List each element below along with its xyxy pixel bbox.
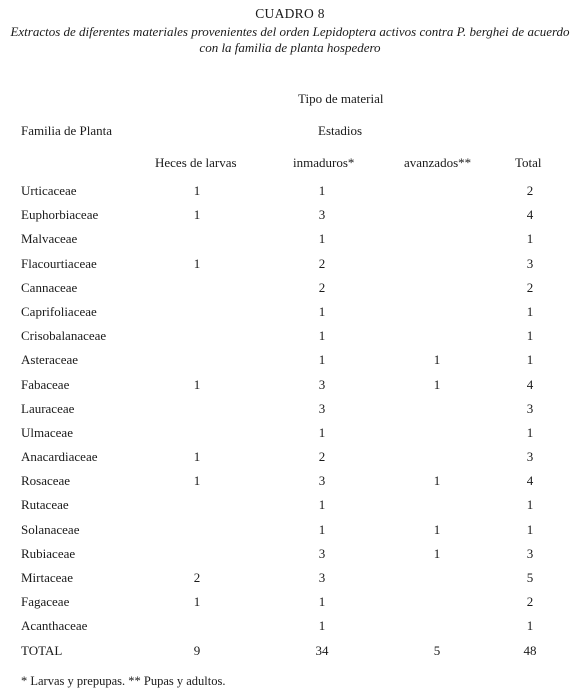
cell-total: 3: [526, 545, 534, 561]
table-row: [0, 397, 580, 421]
cell-total: 1: [526, 424, 534, 440]
cell-inmaduros: 1: [318, 183, 326, 198]
cell-familia: Fabaceae: [21, 376, 70, 392]
total-row: [0, 639, 580, 663]
cell-familia: Rutaceae: [21, 497, 69, 513]
cell-heces: 1: [193, 207, 201, 223]
table-row: [0, 614, 580, 638]
subtitle-line-2: con la familia de planta hospedero: [199, 40, 381, 55]
footnote: * Larvas y prepupas. ** Pupas y adultos.: [21, 674, 226, 688]
cell-familia: TOTAL: [21, 642, 63, 658]
cell-heces: 2: [193, 570, 201, 585]
table-row: [0, 469, 580, 493]
cell-inmaduros: 3: [318, 376, 326, 392]
subtitle-line-1: Extractos de diferentes materiales provenientes del orden Lepidoptera activos contra P. berghei de acuerdo: [10, 24, 570, 39]
table-row: [0, 276, 580, 300]
table-row: [0, 566, 580, 590]
table-row: [0, 203, 580, 227]
cell-familia: Anacardiaceae: [21, 449, 98, 465]
cell-familia: Solanaceae: [21, 521, 80, 537]
cell-inmaduros: 1: [318, 328, 326, 344]
cell-familia: Flacourtiaceae: [21, 255, 97, 271]
table-row: [0, 324, 580, 348]
cell-familia: Malvaceae: [21, 231, 78, 247]
table-body: [0, 179, 580, 663]
cell-heces: 1: [193, 376, 201, 392]
cell-total: 3: [526, 400, 534, 416]
cell-inmaduros: 3: [318, 207, 326, 223]
table-row: [0, 348, 580, 372]
cell-familia: Mirtaceae: [21, 570, 73, 585]
header-avanzados: avanzados**: [404, 155, 472, 170]
cell-familia: Ulmaceae: [21, 424, 73, 440]
table-row: [0, 373, 580, 397]
cell-total: 1: [526, 618, 534, 634]
cell-heces: 9: [193, 642, 201, 658]
header-tipo-material: Tipo de material: [298, 91, 384, 106]
cell-inmaduros: 2: [318, 449, 326, 465]
header-total: Total: [515, 155, 542, 170]
cell-total: 5: [526, 570, 534, 585]
cell-familia: Euphorbiaceae: [21, 207, 99, 223]
cell-familia: Rubiaceae: [21, 545, 76, 561]
cell-familia: Cannaceae: [21, 279, 78, 295]
cell-inmaduros: 3: [318, 473, 326, 489]
cell-avanzados: 1: [433, 376, 441, 392]
cell-avanzados: 1: [433, 352, 441, 368]
cell-inmaduros: 34: [315, 642, 329, 658]
cell-total: 2: [526, 183, 534, 198]
cell-total: 2: [526, 279, 534, 295]
cell-heces: 1: [193, 473, 201, 489]
cell-familia: Lauraceae: [21, 400, 75, 416]
cell-total: 1: [526, 352, 534, 368]
cell-total: 3: [526, 255, 534, 271]
cell-inmaduros: 1: [318, 618, 326, 634]
table-row: [0, 300, 580, 324]
cell-inmaduros: 1: [318, 352, 326, 368]
table-row: [0, 590, 580, 614]
cell-familia: Crisobalanaceae: [21, 328, 107, 344]
cell-heces: 1: [193, 449, 201, 465]
cell-avanzados: 5: [433, 642, 441, 658]
cell-total: 4: [526, 207, 534, 223]
table-row: [0, 227, 580, 251]
cell-inmaduros: 2: [318, 255, 326, 271]
cell-heces: 1: [193, 183, 201, 198]
cell-heces: 1: [193, 255, 201, 271]
header-heces: Heces de larvas: [155, 155, 237, 170]
table-row: [0, 252, 580, 276]
table-row: [0, 179, 580, 203]
cell-familia: Fagaceae: [21, 594, 70, 610]
cell-familia: Rosaceae: [21, 473, 71, 489]
cell-inmaduros: 1: [318, 521, 326, 537]
cell-familia: Caprifoliaceae: [21, 303, 97, 319]
cell-avanzados: 1: [433, 473, 441, 489]
cell-inmaduros: 1: [318, 594, 326, 610]
cell-total: 1: [526, 497, 534, 513]
cell-familia: Asteraceae: [21, 352, 79, 368]
table-row: [0, 421, 580, 445]
table-title: CUADRO 8: [255, 6, 325, 21]
table-subtitle: [0, 24, 580, 56]
header-inmaduros: inmaduros*: [293, 155, 355, 170]
cell-avanzados: 1: [433, 521, 441, 537]
header-familia: Familia de Planta: [21, 123, 112, 138]
cell-inmaduros: 1: [318, 497, 326, 513]
cell-familia: Acanthaceae: [21, 618, 88, 634]
cell-total: 3: [526, 449, 534, 465]
cell-inmaduros: 1: [318, 303, 326, 319]
cell-inmaduros: 2: [318, 279, 326, 295]
cell-familia: Urticaceae: [21, 183, 77, 198]
cell-total: 1: [526, 521, 534, 537]
table-row: [0, 518, 580, 542]
cell-inmaduros: 3: [318, 545, 326, 561]
table-row: [0, 542, 580, 566]
header-estadios: Estadios: [318, 123, 363, 138]
cell-inmaduros: 3: [318, 570, 326, 585]
cell-inmaduros: 3: [318, 400, 326, 416]
cell-total: 4: [526, 473, 534, 489]
cell-total: 48: [523, 642, 537, 658]
cell-avanzados: 1: [433, 545, 441, 561]
cell-inmaduros: 1: [318, 231, 326, 247]
table-row: [0, 445, 580, 469]
cell-inmaduros: 1: [318, 424, 326, 440]
cell-total: 1: [526, 303, 534, 319]
cell-total: 1: [526, 231, 534, 247]
table-row: [0, 493, 580, 517]
cell-total: 4: [526, 376, 534, 392]
cell-total: 1: [526, 328, 534, 344]
cell-total: 2: [526, 594, 534, 610]
cell-heces: 1: [193, 594, 201, 610]
